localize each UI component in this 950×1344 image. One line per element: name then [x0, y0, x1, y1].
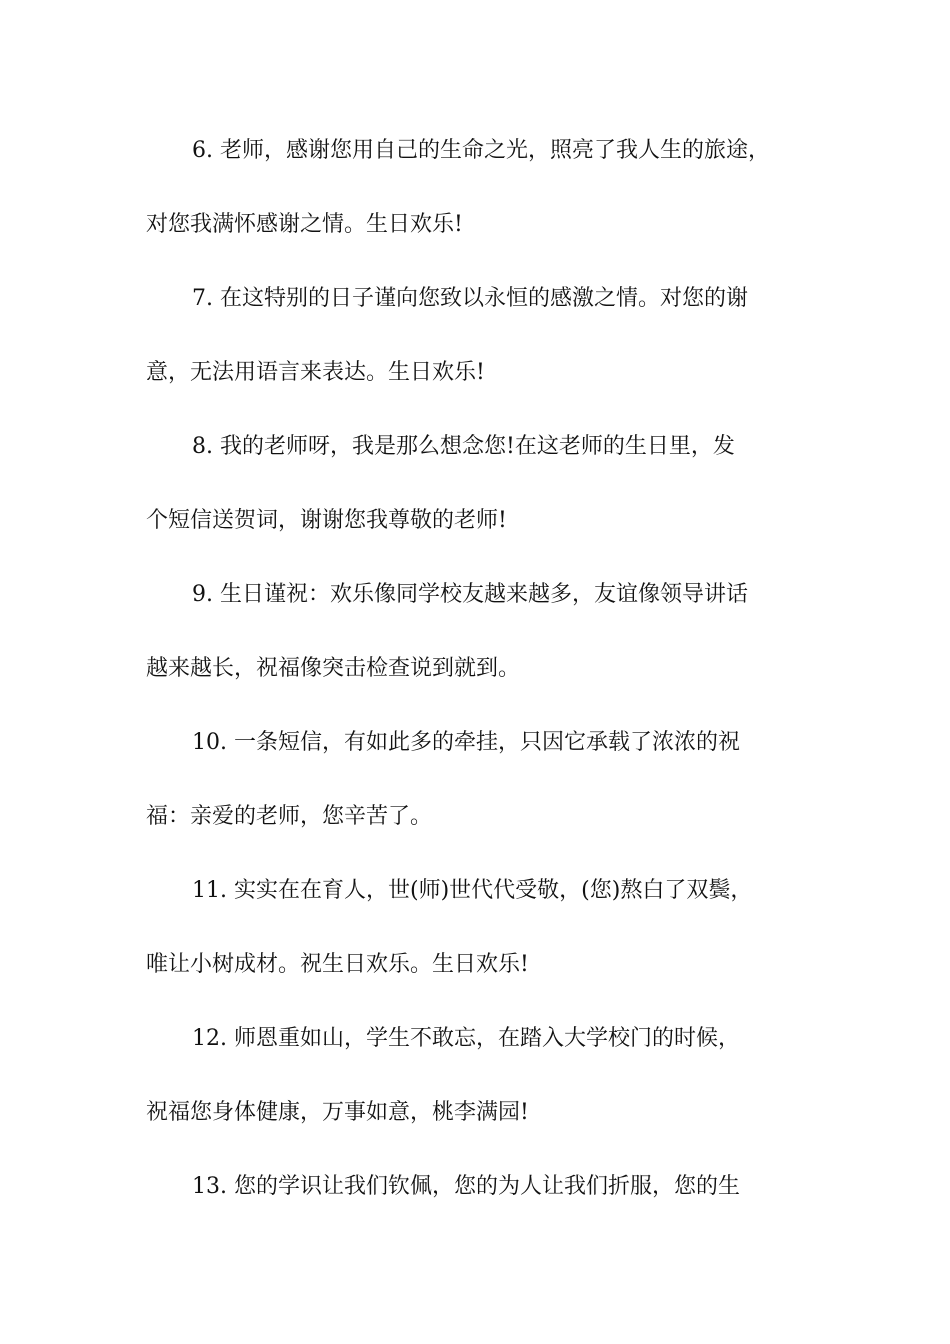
item-12-line-1: 12. 师恩重如山，学生不敢忘，在踏入大学校门的时候，	[192, 1026, 740, 1051]
item-13-line-1: 13. 您的学识让我们钦佩，您的为人让我们折服，您的生	[192, 1174, 740, 1199]
item-11-line-1: 11. 实实在在育人，世(师)世代代受敬，(您)熬白了双鬓，	[192, 878, 753, 903]
item-11-line-2: 唯让小树成材。祝生日欢乐。生日欢乐!	[146, 952, 529, 977]
item-10-line-1: 10. 一条短信，有如此多的牵挂，只因它承载了浓浓的祝	[192, 730, 740, 755]
document-body	[146, 128, 826, 1238]
item-8-line-1: 8. 我的老师呀，我是那么想念您!在这老师的生日里，发	[192, 434, 735, 459]
item-8-line-2: 个短信送贺词，谢谢您我尊敬的老师!	[146, 508, 507, 533]
item-10-line-2: 福：亲爱的老师，您辛苦了。	[146, 804, 433, 829]
item-7-line-1: 7. 在这特别的日子谨向您致以永恒的感激之情。对您的谢	[192, 286, 748, 311]
item-9-line-2: 越来越长，祝福像突击检查说到就到。	[146, 656, 521, 681]
item-12-line-2: 祝福您身体健康，万事如意，桃李满园!	[146, 1100, 529, 1125]
item-6-line-2: 对您我满怀感谢之情。生日欢乐!	[146, 212, 463, 237]
item-6-line-1: 6. 老师，感谢您用自己的生命之光，照亮了我人生的旅途，	[192, 138, 770, 163]
item-7-line-2: 意，无法用语言来表达。生日欢乐!	[146, 360, 485, 385]
item-9-line-1: 9. 生日谨祝：欢乐像同学校友越来越多，友谊像领导讲话	[192, 582, 748, 607]
